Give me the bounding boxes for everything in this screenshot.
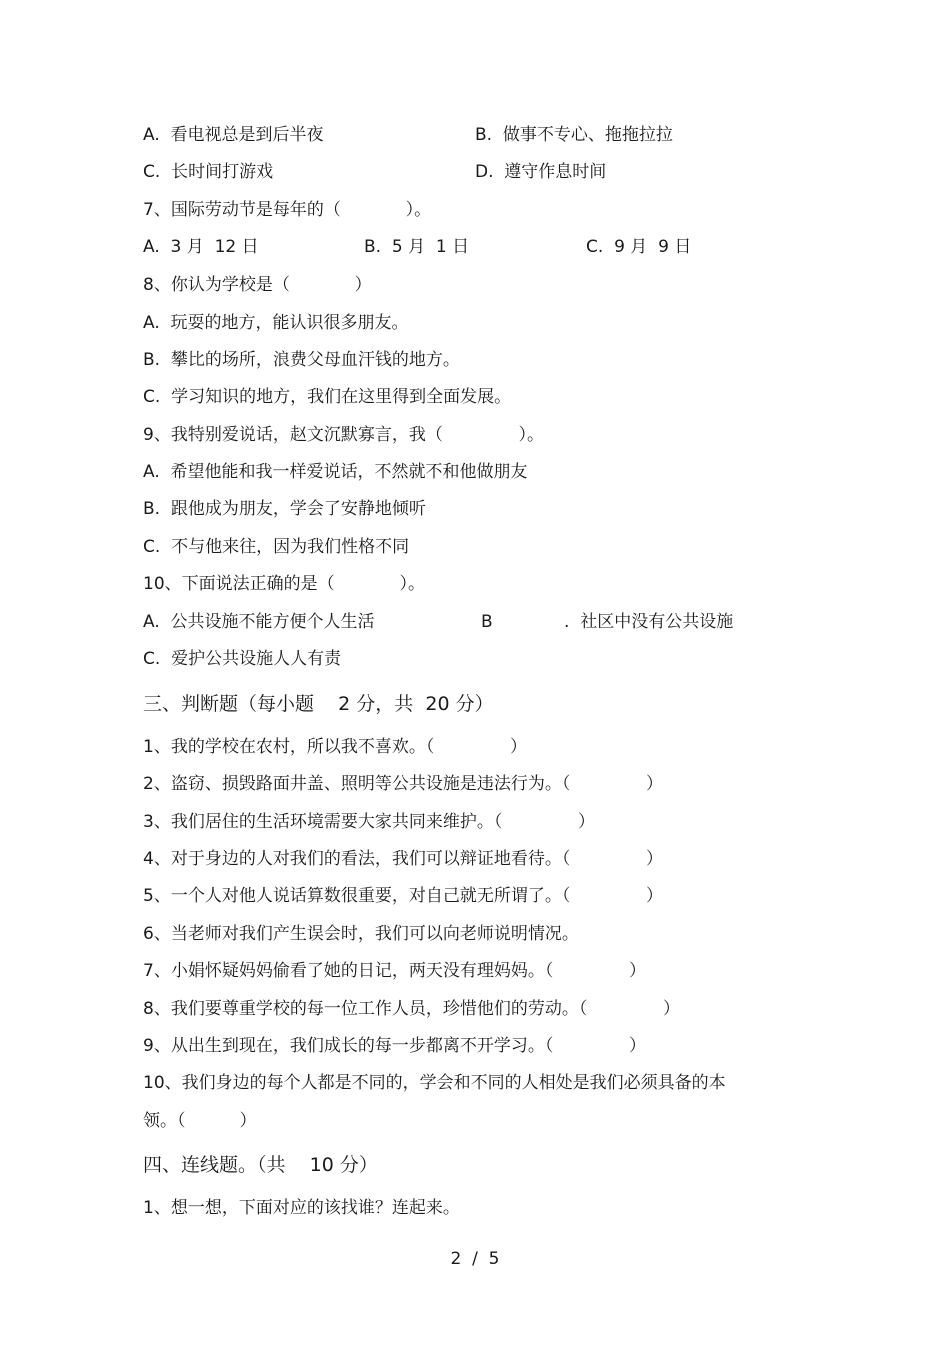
judge-item-9: 9、从出生到现在，我们成长的每一步都离不开学习。（ ） xyxy=(143,1036,646,1056)
q8-option-a: A. 玩耍的地方，能认识很多朋友。 xyxy=(143,313,409,333)
q9-option-c: C. 不与他来往，因为我们性格不同 xyxy=(143,537,410,557)
q10-option-a: A. 公共设施不能方便个人生活 xyxy=(143,612,375,632)
page-number: 2 / 5 xyxy=(450,1249,500,1269)
judge-item-7: 7、小娟怀疑妈妈偷看了她的日记，两天没有理妈妈。（ ） xyxy=(143,961,646,981)
judge-item-8: 8、我们要尊重学校的每一位工作人员，珍惜他们的劳动。（ ） xyxy=(143,999,680,1019)
q6-option-c: C. 长时间打游戏 xyxy=(143,162,274,182)
judge-item-1: 1、我的学校在农村，所以我不喜欢。（ ） xyxy=(143,737,527,757)
q10-stem: 10、下面说法正确的是（ ）。 xyxy=(143,574,425,594)
q6-option-a: A. 看电视总是到后半夜 xyxy=(143,125,324,145)
q7-stem: 7、国际劳动节是每年的（ ）。 xyxy=(143,200,432,220)
q8-option-c: C. 学习知识的地方，我们在这里得到全面发展。 xyxy=(143,387,512,407)
judge-item-4: 4、对于身边的人对我们的看法，我们可以辩证地看待。（ ） xyxy=(143,849,663,869)
judge-item-10: 10、我们身边的每个人都是不同的，学会和不同的人相处是我们必须具备的本 xyxy=(143,1073,726,1093)
section-3-title: 三、判断题（每小题 2 分，共 20 分） xyxy=(143,693,494,715)
q7-option-b: B. 5 月 1 日 xyxy=(364,237,470,257)
q6-option-d: D. 遵守作息时间 xyxy=(475,162,607,182)
judge-item-10-continued: 领。（ ） xyxy=(143,1111,257,1131)
q8-option-b: B. 攀比的场所，浪费父母血汗钱的地方。 xyxy=(143,350,460,370)
judge-item-3: 3、我们居住的生活环境需要大家共同来维护。（ ） xyxy=(143,812,595,832)
q10-option-c: C. 爱护公共设施人人有责 xyxy=(143,649,342,669)
q9-stem: 9、我特别爱说话，赵文沉默寡言，我（ ）。 xyxy=(143,425,544,445)
q7-option-a: A. 3 月 12 日 xyxy=(143,237,259,257)
q9-option-b: B. 跟他成为朋友，学会了安静地倾听 xyxy=(143,499,426,519)
q8-stem: 8、你认为学校是（ ） xyxy=(143,275,372,295)
q6-option-b: B. 做事不专心、拖拖拉拉 xyxy=(475,125,673,145)
judge-item-6: 6、当老师对我们产生误会时，我们可以向老师说明情况。 xyxy=(143,924,579,944)
q10-option-b-letter: B xyxy=(481,612,493,632)
q10-option-b-text: . 社区中没有公共设施 xyxy=(564,612,734,632)
q9-option-a: A. 希望他能和我一样爱说话，不然就不和他做朋友 xyxy=(143,462,528,482)
q7-option-c: C. 9 月 9 日 xyxy=(586,237,692,257)
section-4-title: 四、连线题。（共 10 分） xyxy=(143,1154,378,1176)
matching-item-1: 1、想一想，下面对应的该找谁？连起来。 xyxy=(143,1198,460,1218)
judge-item-5: 5、一个人对他人说话算数很重要，对自己就无所谓了。（ ） xyxy=(143,886,663,906)
judge-item-2: 2、盗窃、损毁路面井盖、照明等公共设施是违法行为。（ ） xyxy=(143,774,663,794)
